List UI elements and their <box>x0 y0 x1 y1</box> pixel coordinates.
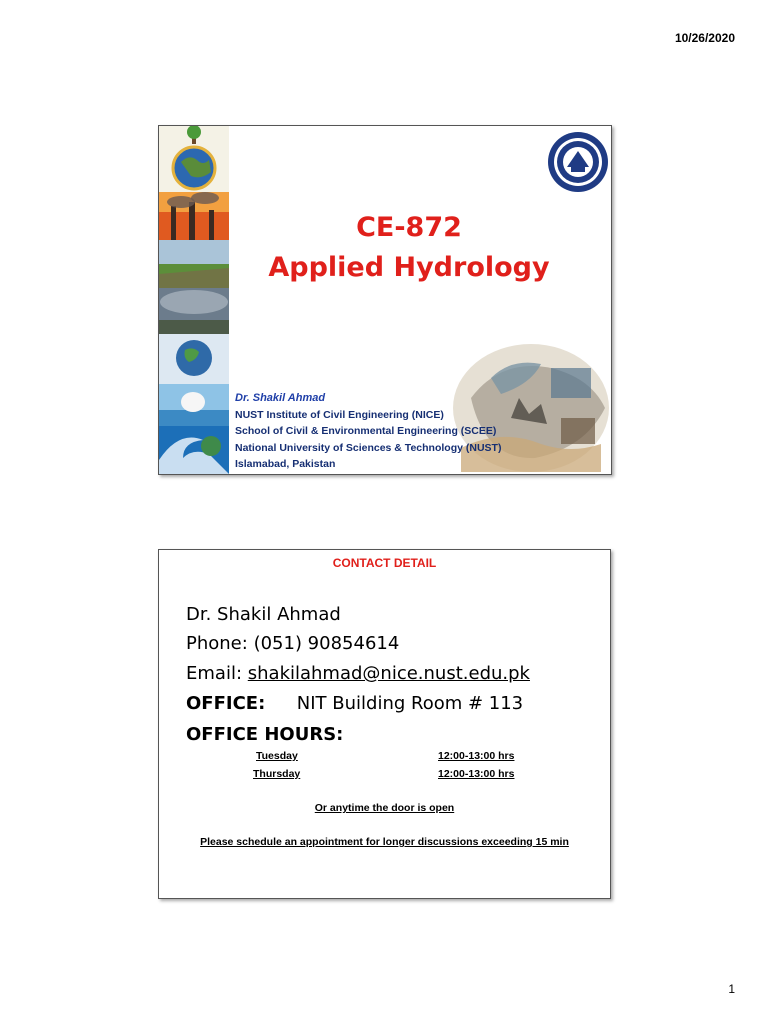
author-affiliation-scee: School of Civil & Environmental Engineering (SCEE) <box>235 425 497 438</box>
contact-name: Dr. Shakil Ahmad <box>186 604 341 625</box>
author-affiliation-nust: National University of Sciences & Technology (NUST) <box>235 441 502 454</box>
page-date: 10/26/2020 <box>674 31 735 45</box>
contact-phone-line <box>186 633 399 654</box>
contact-heading: CONTACT DETAIL <box>332 556 437 570</box>
office-hours-label: OFFICE HOURS: <box>186 724 344 745</box>
page-number: 1 <box>728 982 735 996</box>
contact-slide <box>158 549 611 899</box>
email-label: Email: <box>186 663 243 684</box>
hours-time-tuesday: 12:00-13:00 hrs <box>438 750 515 762</box>
author-location: Islamabad, Pakistan <box>235 458 336 471</box>
university-seal-icon <box>547 131 609 193</box>
hours-time-thursday: 12:00-13:00 hrs <box>438 768 515 780</box>
title-slide <box>158 125 612 475</box>
note-door-open: Or anytime the door is open <box>314 802 455 814</box>
office-line <box>186 693 523 714</box>
phone-label: Phone: <box>186 633 248 654</box>
hours-day-tuesday: Tuesday <box>256 750 298 762</box>
office-value: NIT Building Room # 113 <box>296 693 524 714</box>
phone-value: (051) 90854614 <box>253 633 400 654</box>
author-affiliation-nice: NUST Institute of Civil Engineering (NICE) <box>235 408 444 421</box>
email-link[interactable]: shakilahmad@nice.nust.edu.pk <box>247 663 530 684</box>
note-appointment: Please schedule an appointment for longer discussions exceeding 15 min <box>200 836 569 848</box>
course-code: CE-872 <box>356 212 462 243</box>
image-strip <box>159 126 229 474</box>
course-name: Applied Hydrology <box>268 252 550 283</box>
author-block <box>235 390 501 473</box>
author-name: Dr. Shakil Ahmad <box>235 392 326 404</box>
office-label: OFFICE: <box>186 693 266 714</box>
contact-email-line <box>186 663 530 684</box>
hours-day-thursday: Thursday <box>253 768 301 780</box>
